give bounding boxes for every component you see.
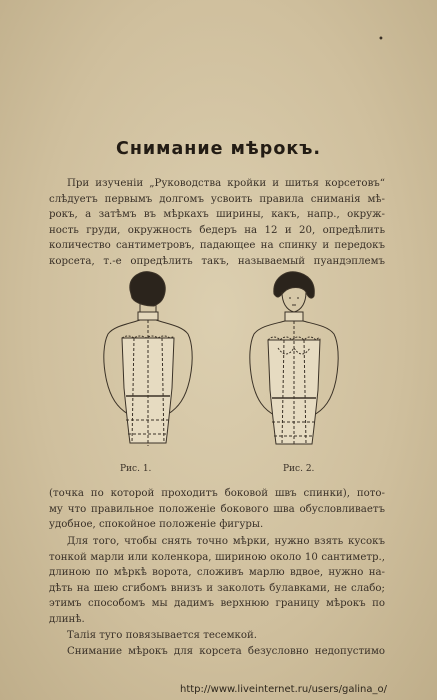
corset-illustrations (88, 268, 354, 458)
text-line: этимъ способомъ мы дадимъ верхнюю границу мѣрокъ по (49, 598, 385, 610)
figure-2-caption: Рис. 2. (283, 464, 315, 474)
text-line: (точка по которой проходитъ боковой швъ спинки), пото- (49, 488, 385, 499)
paragraph-1 (49, 176, 385, 270)
text-line: количество сантиметровъ, падающее на спинку и передокъ (49, 240, 385, 252)
figure-2-corset-front-illustration (234, 268, 354, 458)
paragraph-2 (49, 486, 385, 533)
text-line: рокъ, а затѣмъ въ мѣркахъ ширины, какъ, напр., окруж- (49, 209, 385, 221)
paragraph-4 (49, 628, 385, 644)
text-line: тонкой марли или коленкора, шириною около 10 сантиметр., (49, 551, 385, 563)
text-line: длиною по мѣркѣ ворота, сложивъ марлю вдвое, нужно на- (49, 567, 385, 579)
text-line: слѣдуетъ первымъ долгомъ усвоить правила сниманія мѣ- (49, 193, 385, 205)
text-line: удобное, спокойное положеніе фигуры. (49, 519, 264, 531)
page-title: Снимание мѣрокъ. (115, 139, 322, 159)
text-line: Снимание мѣрокъ для корсета безусловно недопустимо (67, 646, 385, 657)
text-line: Для того, чтобы снять точно мѣрки, нужно взять кусокъ (67, 536, 385, 547)
paragraph-5 (49, 644, 385, 660)
text-line: При изученіи „Руководства кройки и шитья корсетовъ“ (67, 178, 385, 189)
text-line: Талія туго повязывается тесемкой. (67, 630, 258, 641)
page-mark: • (378, 34, 384, 45)
figure-1-caption: Рис. 1. (120, 464, 152, 474)
source-url-watermark: http://www.liveinternet.ru/users/galina_o/ (180, 684, 387, 695)
paragraph-3 (49, 534, 385, 628)
text-line: длинѣ. (49, 613, 85, 625)
text-line: дѣть на шею сгибомъ внизъ и заколоть булавками, не слабо; (49, 582, 385, 594)
figure-1-corset-back-illustration (88, 268, 208, 458)
text-line: корсета, т.-е опредѣлить такъ, называемый пуандэплемъ (49, 255, 385, 267)
text-line: ность груди, окружность бедеръ на 12 и 20, опредѣлить (49, 224, 385, 236)
text-line: му что правильное положеніе бокового шва обусловливаетъ (49, 503, 385, 515)
